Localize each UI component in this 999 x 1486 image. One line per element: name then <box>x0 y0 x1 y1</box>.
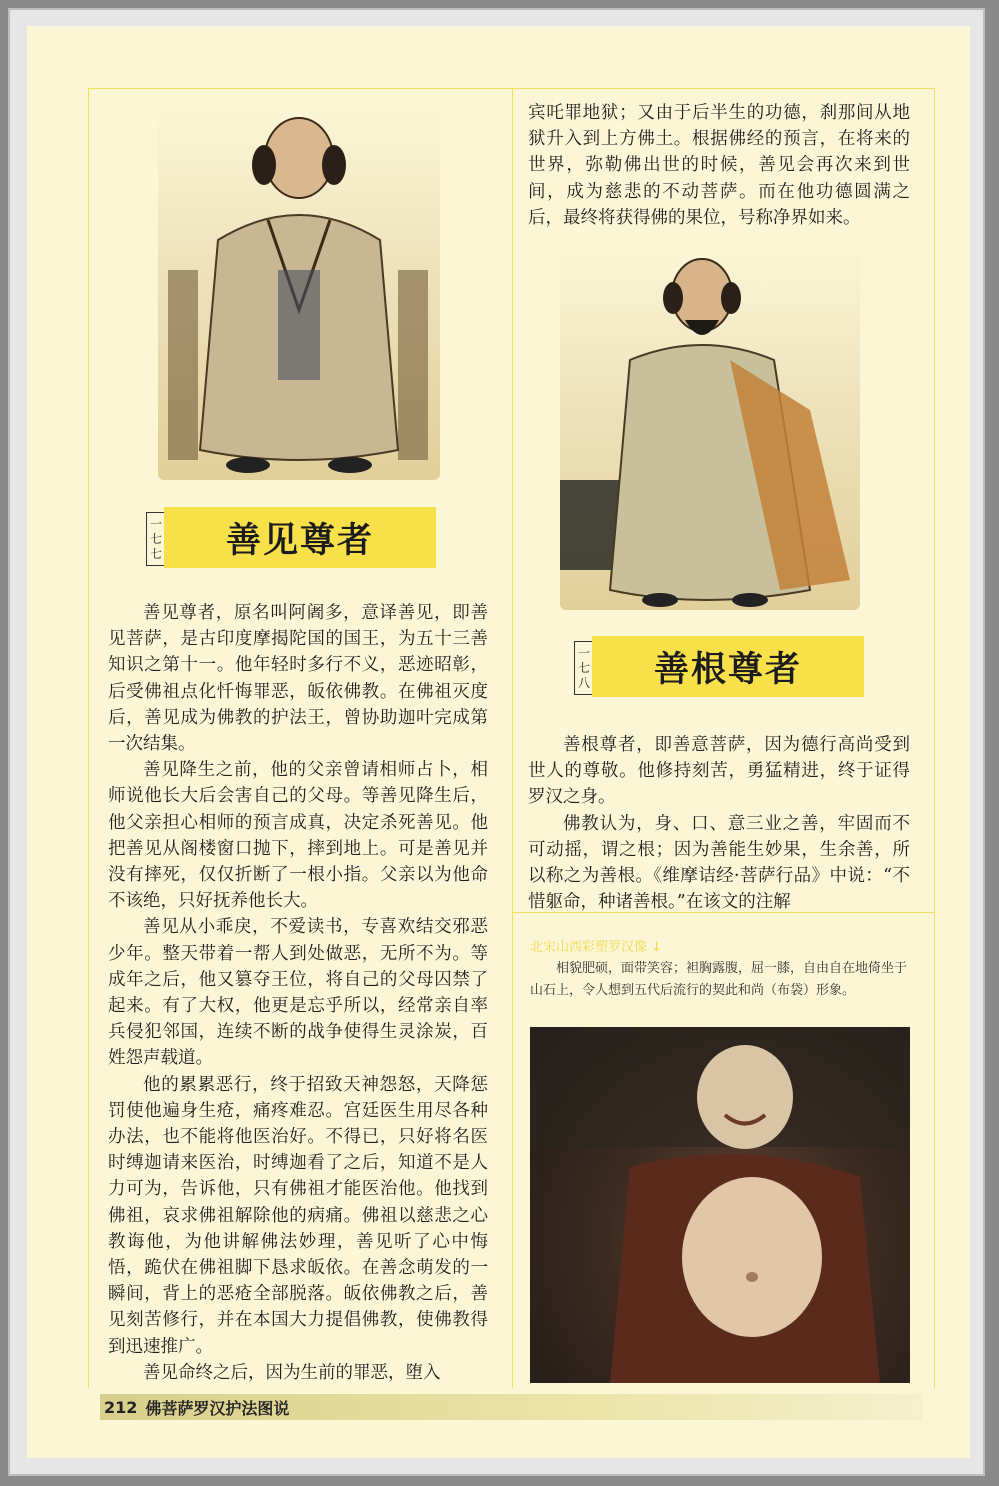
left-margin-rule <box>88 88 89 1388</box>
seated-monk-figure-icon <box>158 110 440 480</box>
right-continued-text <box>528 100 910 231</box>
seated-monk-illustration <box>158 110 440 480</box>
page-number: 212 <box>104 1397 138 1417</box>
paragraph: 善见尊者，原名叫阿阇多，意译善见，即善见菩萨，是古印度摩揭陀国的国王，为五十三善知识之第十一。他年轻时多行不义，恶迹昭彰，后受佛祖点化忏悔罪恶，皈依佛教。在佛祖灭度后，善见成为佛教的护法王，曾协助迦叶完成第一次结集。 <box>108 603 488 755</box>
laughing-arhat-photo <box>530 1027 910 1383</box>
entry-number-digit: 一 <box>149 516 162 531</box>
seated-bearded-monk-figure-icon <box>560 250 860 610</box>
entry-number-digit: 七 <box>149 546 162 561</box>
paragraph: 宾吒罪地狱；又由于后半生的功德，刹那间从地狱升入到上方佛土。根据佛经的预言，在将来的世界，弥勒佛出世的时候，善见会再次来到世间，成为慈悲的不动菩萨。而在他功德圆满之后，最终将获得佛的果位，号称净界如来。 <box>528 103 910 228</box>
paragraph: 善见从小乖戾，不爱读书，专喜欢结交邪恶少年。整天带着一帮人到处做恶，无所不为。等成年之后，他又篡夺王位，将自己的父母囚禁了起来。有了大权，他更是忘乎所以，经常亲自率兵侵犯邻国，连续不断的战争使得生灵涂炭，百姓怨声载道。 <box>108 917 488 1069</box>
paragraph: 他的累累恶行，终于招致天神怨怒，天降惩罚使他遍身生疮，痛疼难忍。宫廷医生用尽各种办法，也不能将他医治好。不得已，只好将名医时缚迦请来医治，时缚迦看了之后，知道不是人力可为，告诉他，只有佛祖才能医治他。他找到佛祖，哀求佛祖解除他的病痛。佛祖以慈悲之心教诲他，为他讲解佛法妙理，善见听了心中悔悟，跪伏在佛祖脚下恳求皈依。在善念萌发的一瞬间，背上的恶疮全部脱落。皈依佛教之后，善见刻苦修行，并在本国大力提倡佛教，使佛教得到迅速推广。 <box>108 1074 488 1357</box>
paragraph: 善根尊者，即善意菩萨，因为德行高尚受到世人的尊敬。他修持刻苦，勇猛精进，终于证得罗汉之身。 <box>528 735 910 808</box>
entry-number-digit: 七 <box>577 660 590 675</box>
paragraph: 佛教认为，身、口、意三业之善，牢固而不可动摇，谓之根；因为善能生妙果，生余善，所以称之为善根。《维摩诘经·菩萨行品》中说：“不惜躯命，种诸善根。”在该文的注解 <box>528 813 910 913</box>
arhat-title-shangen: 善根尊者 <box>592 636 864 697</box>
top-rule <box>88 88 934 89</box>
entry-number-digit: 一 <box>577 645 590 660</box>
entry-number-digit: 七 <box>149 531 162 546</box>
entry-number-177 <box>146 512 166 566</box>
entry-number-digit: 八 <box>577 675 590 690</box>
entry-number-178 <box>574 641 594 695</box>
paragraph: 善见降生之前，他的父亲曾请相师占卜，相师说他长大后会害自己的父母。等善见降生后，他父亲担心相师的预言成真，决定杀死善见。他把善见从阁楼窗口抛下，摔到地上。可是善见并没有摔死，仅仅折断了一根小指。父亲以为他命不该绝，只好抚养他长大。 <box>108 760 488 912</box>
column-divider-rule <box>512 88 513 1388</box>
photo-caption: 相貌肥硕，面带笑容；袒胸露腹，屈一膝，自由自在地倚坐于山石上，令人想到五代后流行的契此和尚（布袋）形象。 <box>530 961 908 998</box>
right-margin-rule <box>934 88 935 1388</box>
page-footer <box>100 1394 922 1420</box>
arhat-title-shanjian: 善见尊者 <box>164 507 436 568</box>
left-body-text <box>108 600 488 1386</box>
laughing-arhat-statue-icon <box>530 1027 910 1383</box>
paragraph: 善见命终之后，因为生前的罪恶，堕入 <box>143 1362 441 1383</box>
book-title: 佛菩萨罗汉护法图说 <box>145 1398 290 1418</box>
seated-bearded-monk-illustration <box>560 250 860 610</box>
photo-caption-heading: 北宋山西彩塑罗汉像 ↓ <box>530 940 663 955</box>
right-body-text <box>528 732 910 915</box>
